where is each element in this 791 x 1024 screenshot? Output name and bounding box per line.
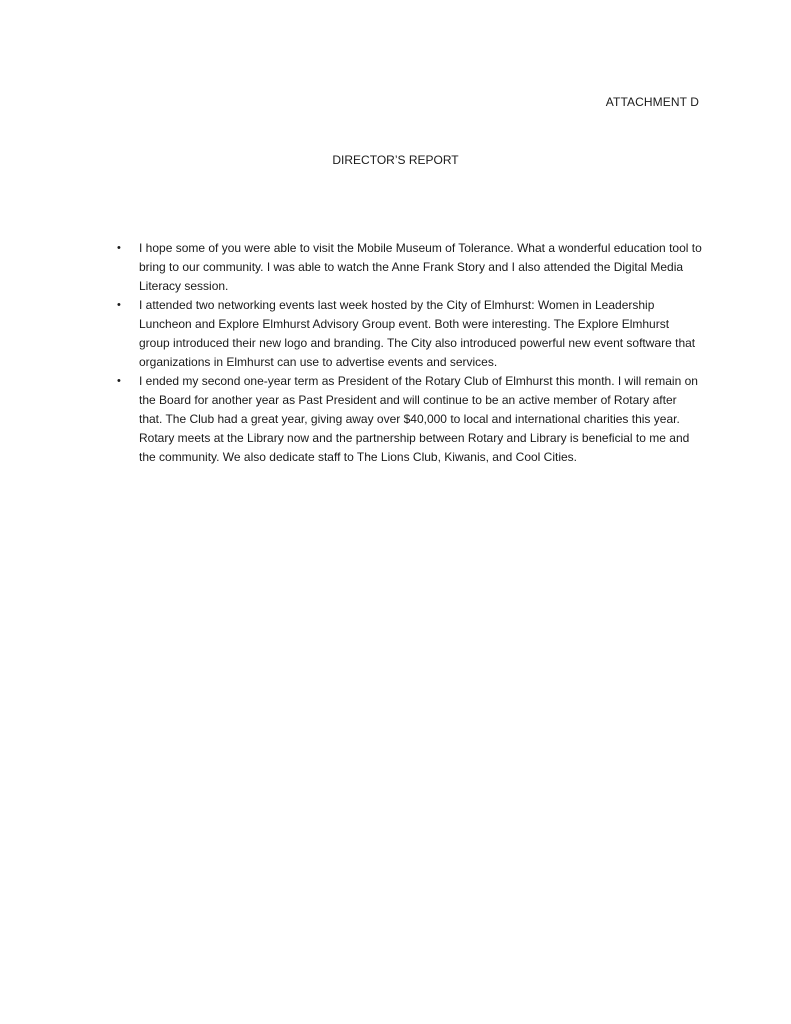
list-item	[112, 372, 702, 467]
list-item	[112, 239, 702, 296]
bullet-icon: •	[117, 242, 121, 254]
report-bullet-list	[112, 239, 702, 467]
list-item	[112, 296, 702, 372]
bullet-icon: •	[117, 375, 121, 387]
bullet-text: I ended my second one-year term as President of the Rotary Club of Elmhurst this month. I will remain on the Board for another year as Past President and will continue to be an active member of Rotary after that. The Club had a great year, giving away over $40,000 to local and international charities this year. Rotary meets at the Library now and the partnership between Rotary and Library is beneficial to me and the community. We also dedicate staff to The Lions Club, Kiwanis, and Cool Cities.	[139, 374, 698, 464]
bullet-icon: •	[117, 299, 121, 311]
bullet-text: I hope some of you were able to visit the Mobile Museum of Tolerance. What a wonderful education tool to bring to our community. I was able to watch the Anne Frank Story and I also attended the Digital Media Literacy session.	[139, 241, 702, 293]
bullet-text: I attended two networking events last week hosted by the City of Elmhurst: Women in Leadership Luncheon and Explore Elmhurst Advisory Group event. Both were interesting. The Explore Elmhurst group introduced their new logo and branding. The City also introduced powerful new event software that organizations in Elmhurst can use to advertise events and services.	[139, 298, 696, 369]
page-title	[0, 153, 791, 167]
attachment-label: ATTACHMENT D	[605, 95, 699, 109]
report-title: DIRECTOR’S REPORT	[332, 153, 459, 167]
